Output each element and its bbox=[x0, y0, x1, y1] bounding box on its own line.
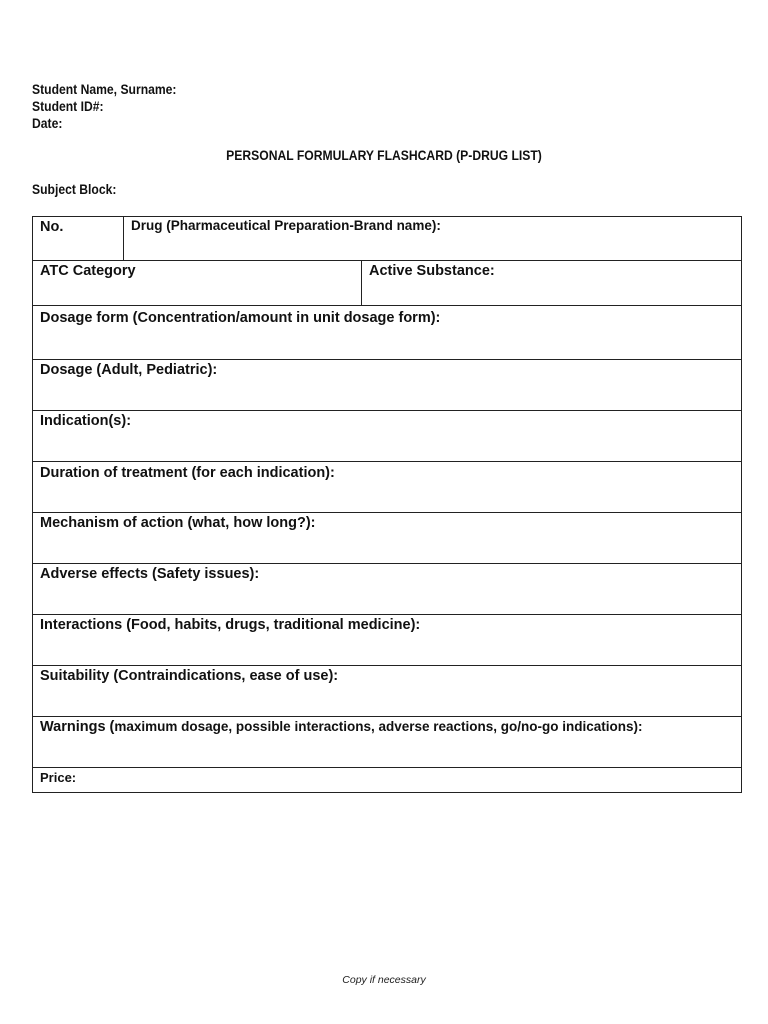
adverse-effects-cell[interactable] bbox=[33, 564, 266, 614]
dosage-form-cell[interactable] bbox=[33, 306, 447, 359]
dosage-form-label: Dosage form (Concentration/amount in unit dosage form): bbox=[40, 310, 441, 326]
price-label: Price: bbox=[40, 770, 77, 785]
dosage-cell[interactable] bbox=[33, 360, 224, 410]
active-substance-label: Active Substance: bbox=[369, 263, 495, 279]
warnings-detail: maximum dosage, possible interactions, adverse reactions, go/no-go indications): bbox=[114, 719, 643, 734]
interactions-cell[interactable] bbox=[33, 615, 427, 665]
indications-cell[interactable] bbox=[33, 411, 138, 461]
subject-block-label: Subject Block: bbox=[32, 182, 117, 197]
row-dosage-form bbox=[33, 306, 741, 360]
adverse-effects-label: Adverse effects (Safety issues): bbox=[40, 566, 260, 582]
row-atc-substance bbox=[33, 261, 741, 306]
row-indications bbox=[33, 411, 741, 462]
mechanism-label: Mechanism of action (what, how long?): bbox=[40, 515, 316, 531]
row-suitability bbox=[33, 666, 741, 717]
indications-label: Indication(s): bbox=[40, 413, 132, 429]
warnings-label: Warnings ( bbox=[40, 719, 115, 735]
row-mechanism bbox=[33, 513, 741, 564]
drug-cell[interactable] bbox=[124, 217, 448, 260]
document-title: PERSONAL FORMULARY FLASHCARD (P-DRUG LIST) bbox=[226, 148, 542, 163]
suitability-label: Suitability (Contraindications, ease of use): bbox=[40, 668, 339, 684]
row-adverse-effects bbox=[33, 564, 741, 615]
no-label: No. bbox=[40, 219, 64, 235]
duration-label: Duration of treatment (for each indication): bbox=[40, 465, 335, 481]
price-cell[interactable] bbox=[33, 768, 83, 792]
footer-note: Copy if necessary bbox=[342, 974, 426, 986]
row-interactions bbox=[33, 615, 741, 666]
no-cell[interactable] bbox=[33, 217, 124, 260]
row-dosage bbox=[33, 360, 741, 411]
student-id-label: Student ID#: bbox=[32, 99, 104, 114]
row-number-drug bbox=[33, 217, 741, 261]
mechanism-cell[interactable] bbox=[33, 513, 323, 563]
suitability-cell[interactable] bbox=[33, 666, 345, 716]
interactions-label: Interactions (Food, habits, drugs, traditional medicine): bbox=[40, 617, 421, 633]
atc-category-cell[interactable] bbox=[33, 261, 362, 305]
dosage-label: Dosage (Adult, Pediatric): bbox=[40, 362, 218, 378]
date-label: Date: bbox=[32, 116, 63, 131]
warnings-cell[interactable] bbox=[33, 717, 650, 767]
student-info-block bbox=[32, 81, 176, 132]
student-name-label: Student Name, Surname: bbox=[32, 82, 177, 97]
active-substance-cell[interactable] bbox=[362, 261, 502, 305]
drug-label: Drug (Pharmaceutical Preparation-Brand name): bbox=[131, 218, 441, 233]
duration-cell[interactable] bbox=[33, 462, 342, 512]
row-duration bbox=[33, 462, 741, 513]
row-warnings bbox=[33, 717, 741, 768]
row-price bbox=[33, 768, 741, 792]
atc-category-label: ATC Category bbox=[40, 263, 136, 279]
flashcard-table bbox=[32, 216, 742, 793]
